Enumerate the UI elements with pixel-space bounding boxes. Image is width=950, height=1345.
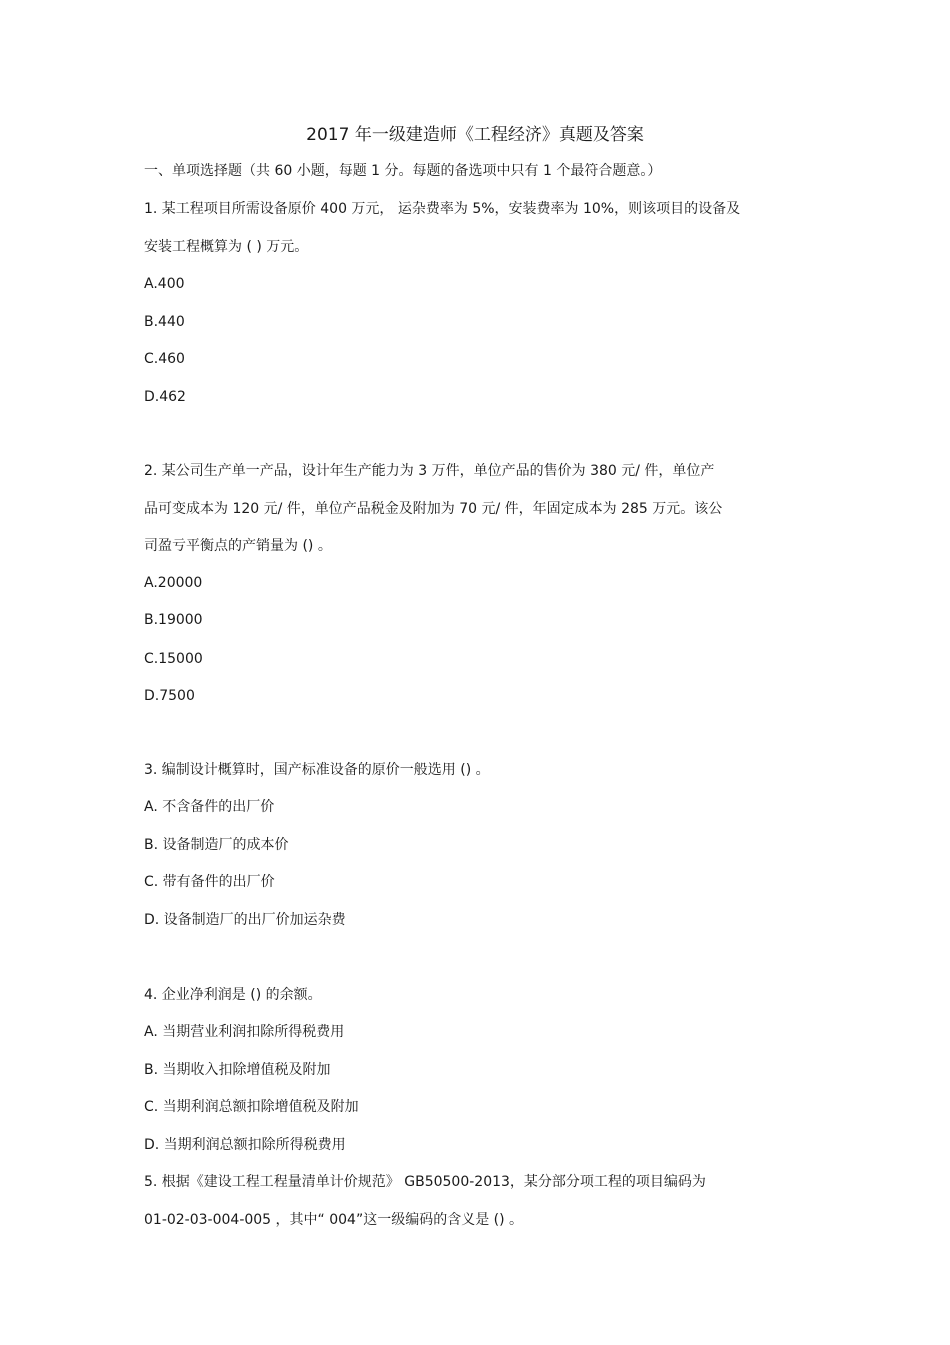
question-1-option-d: D.462 (144, 389, 186, 405)
document-title: 2017 年一级建造师《工程经济》真题及答案 (306, 125, 644, 145)
question-4-option-b: B. 当期收入扣除增值税及附加 (144, 1062, 331, 1078)
question-3-stem-line-1: 3. 编制设计概算时，国产标准设备的原价一般选用 () 。 (144, 762, 490, 778)
question-1-option-c: C.460 (144, 351, 185, 367)
question-2-option-b: B.19000 (144, 612, 203, 628)
question-4-option-d: D. 当期利润总额扣除所得税费用 (144, 1137, 346, 1153)
question-1-option-a: A.400 (144, 276, 185, 292)
question-2-stem-line-2: 品可变成本为 120 元/ 件，单位产品税金及附加为 70 元/ 件，年固定成本为 285 万元。该公 (144, 501, 723, 517)
question-2-option-c: C.15000 (144, 651, 203, 667)
question-4-stem-line-1: 4. 企业净利润是 () 的余额。 (144, 987, 322, 1003)
question-3-option-c: C. 带有备件的出厂价 (144, 874, 275, 890)
question-2-stem-line-1: 2. 某公司生产单一产品，设计年生产能力为 3 万件，单位产品的售价为 380 元/ 件，单位产 (144, 463, 715, 479)
section-heading: 一、单项选择题（共 60 小题，每题 1 分。每题的备选项中只有 1 个最符合题意。） (144, 163, 662, 179)
question-3-option-a: A. 不含备件的出厂价 (144, 799, 275, 815)
question-1-option-b: B.440 (144, 314, 185, 330)
question-3-option-b: B. 设备制造厂的成本价 (144, 837, 289, 853)
question-2-stem-line-3: 司盈亏平衡点的产销量为 () 。 (144, 538, 332, 554)
question-1-stem-line-2: 安装工程概算为 ( ) 万元。 (144, 239, 309, 255)
question-5-stem-line-2: 01-02-03-004-005 ，其中“ 004”这一级编码的含义是 () 。 (144, 1212, 524, 1228)
question-3-option-d: D. 设备制造厂的出厂价加运杂费 (144, 912, 346, 928)
question-1-stem-line-1: 1. 某工程项目所需设备原价 400 万元， 运杂费率为 5%，安装费率为 10%，则该项目的设备及 (144, 201, 741, 217)
question-2-option-d: D.7500 (144, 688, 195, 704)
question-4-option-a: A. 当期营业利润扣除所得税费用 (144, 1024, 345, 1040)
question-5-stem-line-1: 5. 根据《建设工程工程量清单计价规范》 GB50500-2013，某分部分项工程的项目编码为 (144, 1174, 706, 1190)
question-2-option-a: A.20000 (144, 575, 203, 591)
question-4-option-c: C. 当期利润总额扣除增值税及附加 (144, 1099, 359, 1115)
